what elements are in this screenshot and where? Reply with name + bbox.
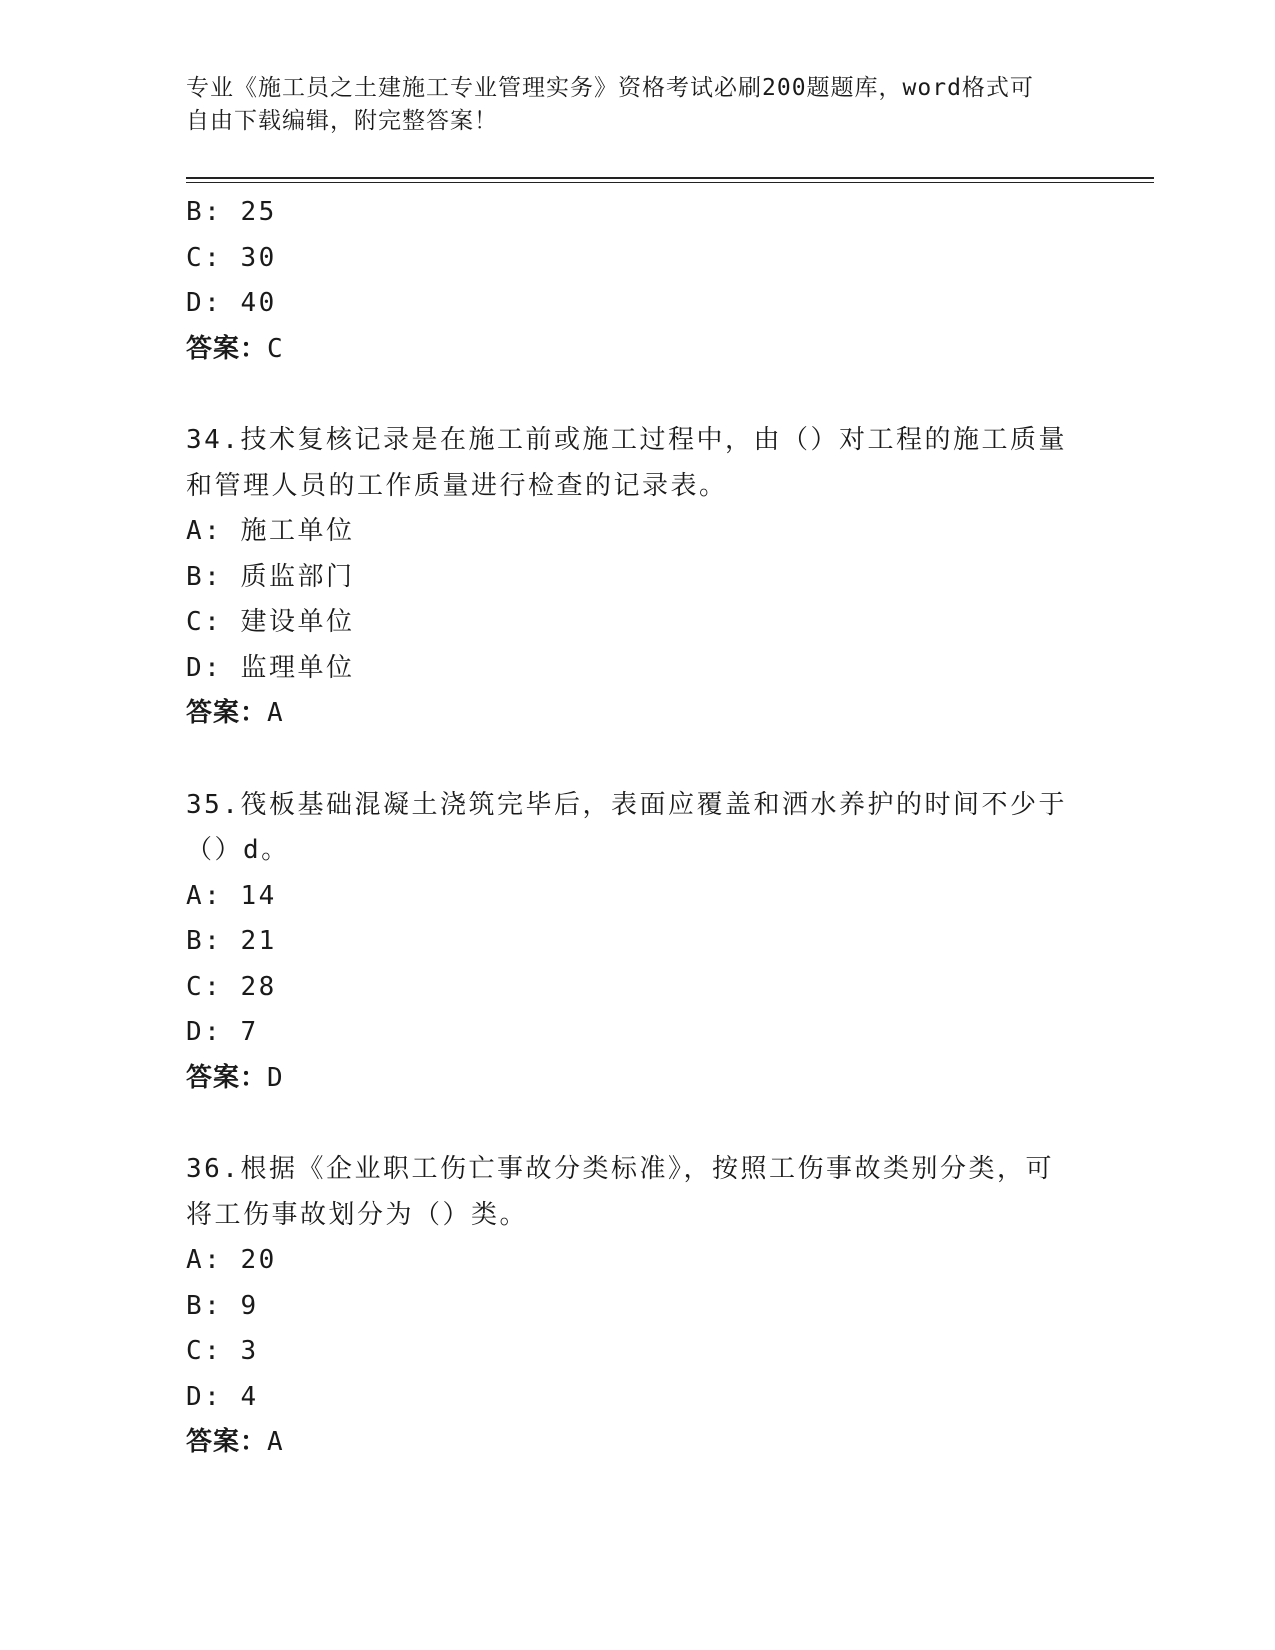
option-c: C: 建设单位 xyxy=(186,607,355,637)
question-stem-line-2: 和管理人员的工作质量进行检查的记录表。 xyxy=(186,470,728,501)
document-header xyxy=(186,72,1066,138)
answer-line xyxy=(186,327,1086,373)
question-spacer xyxy=(186,1101,1086,1147)
option-c: C: 30 xyxy=(186,242,277,273)
option-a: A: 施工单位 xyxy=(186,516,355,546)
option-d: D: 监理单位 xyxy=(186,652,355,683)
answer-label: 答案： xyxy=(186,333,268,364)
question-spacer xyxy=(186,372,1086,418)
option-b: B: 9 xyxy=(186,1290,259,1321)
question-34 xyxy=(186,418,1086,737)
question-35 xyxy=(186,783,1086,1102)
option-b: B: 质监部门 xyxy=(186,561,355,592)
question-spacer xyxy=(186,737,1086,783)
option-a: A: 20 xyxy=(186,1245,277,1275)
question-stem-line-1: 35.筏板基础混凝土浇筑完毕后，表面应覆盖和洒水养护的时间不少于 xyxy=(186,789,1067,820)
header-title-line-1: 专业《施工员之土建施工专业管理实务》资格考试必刷200题题库，word格式可 xyxy=(186,75,1034,101)
option-c: C: 3 xyxy=(186,1336,259,1366)
question-36 xyxy=(186,1147,1086,1466)
header-title-line-2: 自由下载编辑，附完整答案！ xyxy=(186,108,498,134)
question-stem-line-1: 36.根据《企业职工伤亡事故分类标准》，按照工伤事故类别分类，可 xyxy=(186,1154,1054,1184)
answer-line xyxy=(186,1056,1086,1102)
question-stem-line-2: （）d。 xyxy=(186,835,290,865)
answer-value: A xyxy=(267,698,284,728)
question-stem-line-1: 34.技术复核记录是在施工前或施工过程中，由（）对工程的施工质量 xyxy=(186,425,1067,455)
answer-label: 答案： xyxy=(186,1062,268,1093)
option-a: A: 14 xyxy=(186,880,277,911)
option-d: D: 40 xyxy=(186,288,277,318)
question-33-continued xyxy=(186,190,1086,372)
option-b: B: 21 xyxy=(186,926,277,956)
header-divider-thin xyxy=(186,182,1154,183)
answer-value: A xyxy=(267,1427,284,1457)
answer-line xyxy=(186,1420,1086,1466)
header-divider-thick xyxy=(186,177,1154,179)
answer-label: 答案： xyxy=(186,698,268,728)
answer-value: C xyxy=(267,333,284,364)
option-c: C: 28 xyxy=(186,971,277,1002)
question-list xyxy=(186,190,1086,1466)
option-d: D: 7 xyxy=(186,1017,259,1047)
question-stem-line-2: 将工伤事故划分为（）类。 xyxy=(186,1199,529,1230)
option-b: B: 25 xyxy=(186,197,277,227)
answer-line xyxy=(186,691,1086,737)
answer-label: 答案： xyxy=(186,1427,268,1457)
option-d: D: 4 xyxy=(186,1381,259,1412)
answer-value: D xyxy=(267,1062,284,1093)
